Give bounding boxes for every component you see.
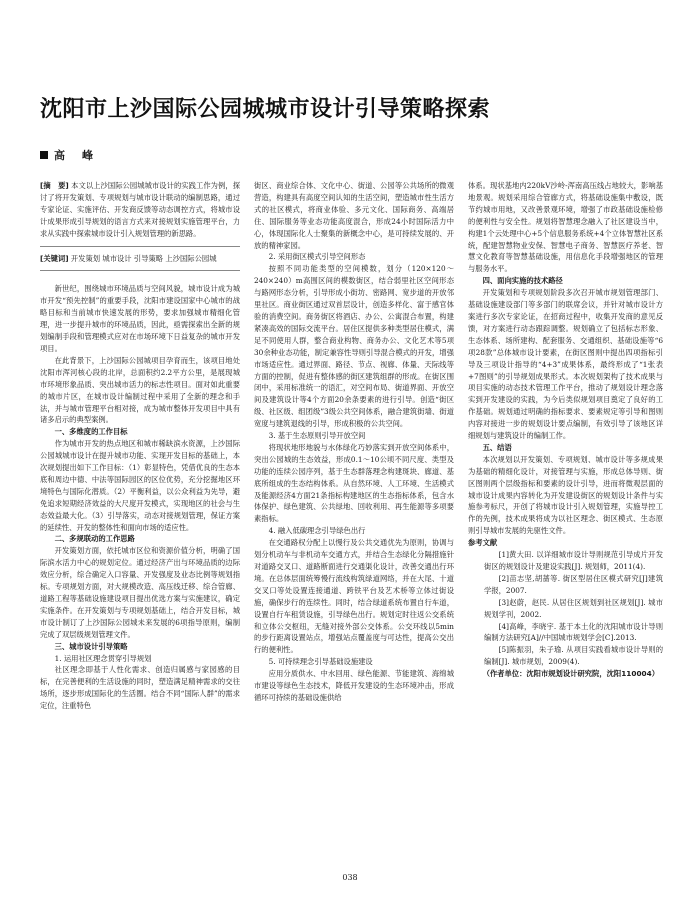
author-affiliation: （作者单位：沈阳市规划设计研究院，沈阳110004） <box>482 669 659 679</box>
subsection-heading: 4. 融入低碳理念引导绿色出行 <box>268 526 366 536</box>
divider <box>40 270 240 271</box>
paragraph: 街区、商业综合体、文化中心、街道、公园等公共场所的微观营造，构建具有高度空间认知的生活空间，塑造城市性生活方式的社区模式，将商业体验、多元文化、国际商务、高端居住、国际服务等业态功能高度混合，形成24小时国际活力中心，体现国际化人士聚集的新概念中心，是可持续发展的、开放的精神家园。 <box>254 181 454 250</box>
reference-item: [1]黄大田. 以详细城市设计导则规范引导成片开发街区的规划设计及建设实践[J]. 规划师，2011(4). <box>484 550 663 571</box>
keywords-text: 开发策划 城市设计 引导策略 上沙国际公园城 <box>70 253 217 263</box>
paragraph: 按照不同功能类型的空间模数，划分（120×120～240×240）m高围区间的模数街区，结合弱里社区空间形态与路网形态分析，引导形成小街坊、密路网、宽步道的开放邻里社区。商业街区通过双首层设计，创造多样化、富于感官体验的消费空间。商务街区将酒店、办公、公寓混合布置，构建紧凑高效的国际交流平台。居住区提供多种类型居住模式，满足不同使用人群，整合商业构物、商务办公、文化艺术等5项30余种业态功能，制定兼容性导则引导混合模式的开发，增强市场适应性。通过界面、路径、节点、视廊、体量、天际线等方面的控制，促进有整体感的街区建筑组群的形成。在街区围闭中，采用标准统一的语汇，对空间布局、街道界面、开放空间及建筑设计等4个方面20余条要素的进行引导。创造“街区级、社区级、组团级”3级公共空间体系，融合建筑街墙、街道宽度与建筑退线的引导，形成积极的公共空间。 <box>254 264 454 429</box>
paragraph: 将现状地形地貌与水体绿化巧妙落实到开放空间体系中，突出公园城的生态效益，形成0.1～10公顷不同尺度、类型及功能的连续公园序列，基于生态群落理念构建斑块、廊道、基底所组成的生态结构体系。从自然环境、人工环境、生活模式及能源经济4方面21条指标构建地区的生态指标体系，包含水体保护、绿色建筑、公共绿地、回收利用、再生能源等多项要素指标。 <box>254 442 454 524</box>
paragraph: 体系。现状基地内220kV沙岭-浑南高压线占地较大，影响基地景观。规划采用综合管廊方式，将基础设施集中敷设，既节约城市用地，又改善景观环境，增强了市政基础设施检修的便利性与安全性。规划将智慧理念融入了社区建设当中，构建1个云处理中心+5个信息服务系统+4个立体智慧社区系统，配建智慧物业安保、智慧电子商务、智慧医疗养老、智慧文化教育等智慧基础设施，用信息化手段增强地区的管理与服务水平。 <box>468 181 663 274</box>
section-heading: 二、多规联动的工作思路 <box>54 534 135 544</box>
paragraph: 社区理念即基于人性化需求、创造归属感与家园感的目标，在完善便利的生活设施的同时，塑造满足精神需求的交往场所，逐步形成国际化的生活圈。结合不同“国际人群”的需求定位，注重特色 <box>40 665 240 711</box>
paragraph: 新世纪，围绕城市环境品质与空间风貌，城市设计成为城市开发“预先控制”的重要手段，沈阳市建设国家中心城市的战略目标和当前城市快速发展的形势，要求加强城市精细化管理，进一步提升城市的环境品质，因此，亟需探索出全新的规划编制手段和管理模式应对在市场环境下日益复杂的城市开发项目。 <box>40 284 240 353</box>
abstract-text: 本文以上沙国际公园城城市设计的实践工作为例，探讨了将开发策划、专项规划与城市设计联动的编制思路，通过专家论证、实施评估、开发商反馈等动态调控方式，将城市设计成果形成引导规划的语言方式来对接规划实施管理平台，力求从实践中探索城市设计引入规划管理的新思路。 <box>40 181 240 238</box>
subsection-heading: 2. 采用街区模式引导空间形态 <box>268 252 366 262</box>
abstract-label: [摘 要] <box>40 181 69 190</box>
paragraph: 在此背景下，上沙国际公园城项目孕育而生，该项目地处沈阳市浑河核心段的北岸，总面积约2.2平方公里，是展现城市环境形象品质、突出城市活力的标志性项目。面对如此重要的城市片区，在城市设计编制过程中采用了全新的理念和手法，并与城市管理平台相对接，成为城市整体开发项目中具有诸多启示的典型案例。 <box>40 355 240 425</box>
author-name: 高 峰 <box>54 149 96 162</box>
page-number: 038 <box>342 873 358 882</box>
reference-item: [5]陈振羽，朱子瑜. 从项目实践看城市设计导则的编制[J]. 城市规划，2009(4). <box>484 645 663 667</box>
section-heading: 一、多维度的工作目标 <box>54 427 128 437</box>
subsection-heading: 1. 运用社区理念贯穿引导规划 <box>54 653 152 663</box>
divider <box>40 246 240 247</box>
reference-item: [4]高峰，李晓宇. 基于本土化的沈阳城市设计导则编制方法研究[A]//中国城市规划学会[C].2013. <box>484 621 663 643</box>
section-heading: 五、结语 <box>482 442 512 452</box>
author-line <box>40 147 96 163</box>
column-3 <box>468 180 663 680</box>
paragraph: 应用分质供水、中水回用、绿色能源、节能建筑、海绵城市建设等绿色生态技术，降低开发建设的生态环境冲击，形成循环可持续的基础设施供给 <box>254 669 454 702</box>
section-heading: 四、面向实施的技术路径 <box>482 276 563 286</box>
column-1 <box>40 180 240 712</box>
article-title: 沈阳市上沙国际公园城城市设计引导策略探索 <box>40 97 491 122</box>
keywords <box>40 253 240 265</box>
subsection-heading: 3. 基于生态原则引导开放空间 <box>268 431 366 441</box>
paragraph: 作为城市开发的热点地区和城市稀缺滨水资源，上沙国际公园城城市设计在提升城市功能、实现开发目标的基础上，本次规划提出如下工作目标：（1）彰显特色，凭借优良的生态本底和周边中德、中法等国际园区的区位优势，充分挖掘地区环境特色与国际化潜质。（2）平衡利益，以公众利益为先导，避免追求短期经济效益的大尺度开发模式，实现地区的社会与生态效益最大化。（3）引导落实，动态对接规划管理，保证方案的延续性、开发的整体性和面向市场的适应性。 <box>40 439 240 532</box>
square-bullet-icon <box>40 151 48 159</box>
paragraph: 开发策划和专项规划阶段多次召开城市规划管理部门、基础设施建设部门等多部门的联席会议，并针对城市设计方案进行多次专家论证，在招商过程中，收集开发商的意见反馈，对方案进行动态跟踪调整。规划确立了包括标志形象、生态体系、场所建构、配套服务、交通组织、基础设施等“6项28款”总体城市设计要素，在街区图则中提出四项指标引导及三项设计指导的“4+3”成果体系，最终形成了“1张表+7图则”的引导规划成果形式。本次规划架构了技术成果与项目实施的动态技术管理工作平台，推动了规划设计理念落实到开发建设的实践，为今后类似规划项目奠定了良好的工作基础。规划通过明确的指标要求、要素规定等引导和图则内容对接进一步的规划设计要点编制，有效引导了该地区详细规划与建筑设计的编制工作。 <box>468 288 663 441</box>
paragraph: 在交通路权分配上以慢行及公共交通优先为原则，协调与划分机动车与非机动车交通方式，并结合生态绿化分隔措施针对道路交叉口、道路断面进行交通渠化设计，改善交通出行环境。在总体层面统筹慢行流线构筑绿道网络，并在大尾、十道交叉口等处设置连接通道、跨铁平台及艺术桥等立体过街设施，确保步行的连续性。同时，结合绿道系统布置自行车道，设置自行车租赁设施，引导绿色出行。规划定时往返公交系统和立体公交枢纽，无缝对接外部公交体系。公交环线以5min的步行距离设置站点，增强站点覆盖度与可达性，提高公交出行的便利性。 <box>254 538 454 655</box>
reference-item: [2]苗志坚,胡蔷等. 街区型居住区模式研究[J]建筑学报，2007. <box>484 573 663 595</box>
column-2 <box>254 180 454 704</box>
keywords-label: [关键词] <box>40 253 69 263</box>
reference-item: [3]赵蔚，赵民. 从居住区规划到社区规划[J]. 城市规划学刊，2002. <box>484 597 663 619</box>
abstract <box>40 180 240 240</box>
paragraph: 开发策划方面，依托城市区位和资源价值分析，明确了国际滨水活力中心的规划定位。通过经济产出与环境品质的边际效应分析，综合确定入口容量、开发强度及业态比例等规划指标。专项规划方面，对大规模改造、高压线迁移、综合管廊、道路工程等基础设施建设项目提出优选方案与实施建议，确定实施条件。在开发策划与专项规划基础上，结合开发目标，城市设计制订了上沙国际公园城未来发展的6项指导原则，编制完成了双层级规划管理文件。 <box>40 546 240 639</box>
references-heading: 参考文献 <box>468 538 498 548</box>
subsection-heading: 5. 可持续理念引导基础设施建设 <box>268 657 373 667</box>
paragraph: 本次规划以开发策划、专项规划、城市设计等多规成果为基础的精细化设计，对接管理与实施，形成总体导则、街区图则两个层级指标和要素的设计引导，进而将微观层面的城市设计成果内容转化为开发建设街区的规划设计条件与实施参考标尺，开创了将城市设计引入规划管理，实施导控工作的先例，技术成果将成为以社区理念、街区模式、生态原则引导城市发展的先驱性文件。 <box>468 454 663 536</box>
section-heading: 三、城市设计引导策略 <box>54 641 128 651</box>
